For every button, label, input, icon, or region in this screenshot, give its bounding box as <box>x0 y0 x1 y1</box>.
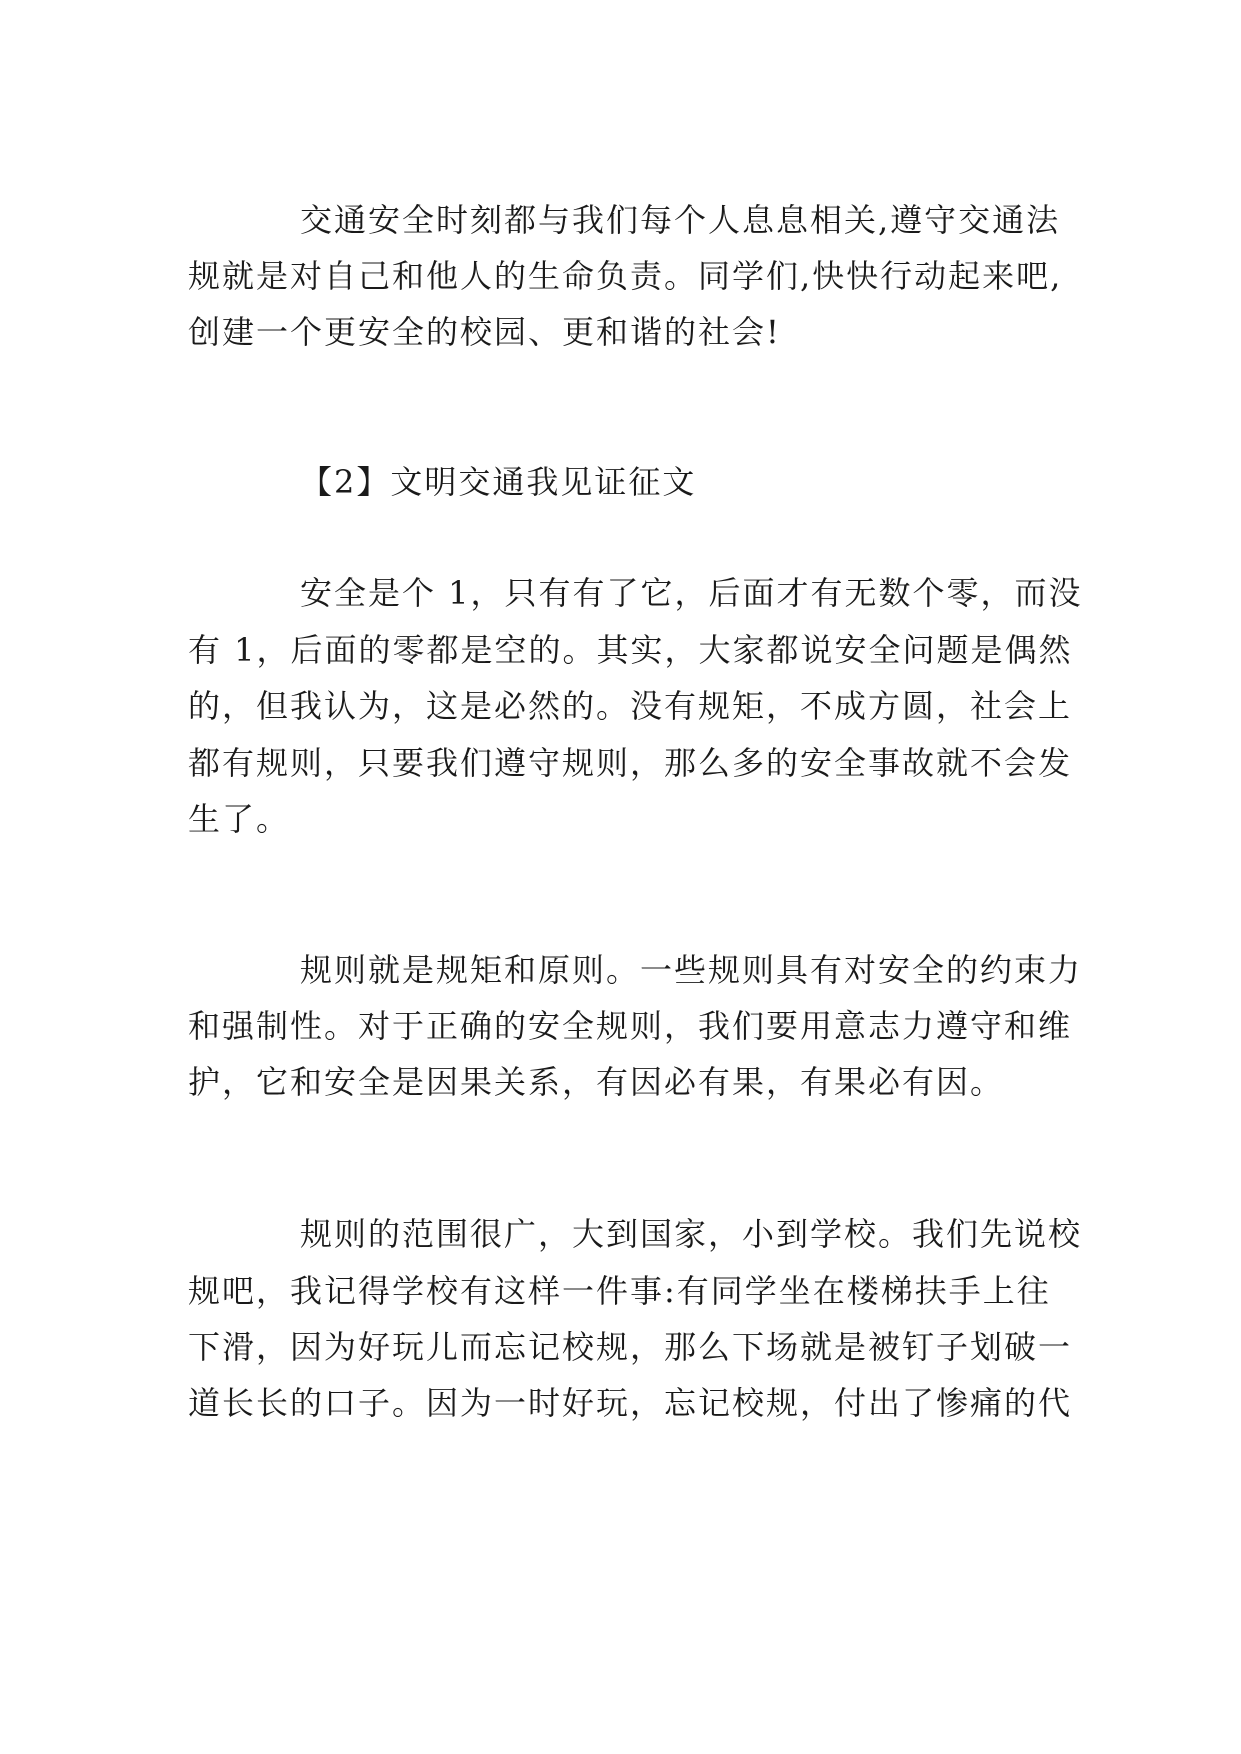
paragraph-2-line-1: 安全是个 1，只有有了它，后面才有无数个零，而没 <box>300 574 1083 612</box>
paragraph-4-line-3: 下滑，因为好玩儿而忘记校规，那么下场就是被钉子划破一 <box>188 1328 1073 1366</box>
paragraph-2-line-4: 都有规则，只要我们遵守规则，那么多的安全事故就不会发 <box>188 744 1073 782</box>
section-heading: 【2】文明交通我见证征文 <box>300 463 697 501</box>
paragraph-1-line-3: 创建一个更安全的校园、更和谐的社会! <box>188 313 781 351</box>
paragraph-4-line-2: 规吧，我记得学校有这样一件事:有同学坐在楼梯扶手上往 <box>188 1272 1051 1310</box>
paragraph-3-line-2: 和强制性。对于正确的安全规则，我们要用意志力遵守和维 <box>188 1007 1073 1045</box>
paragraph-2-line-5: 生了。 <box>188 800 291 838</box>
paragraph-2-line-3: 的，但我认为，这是必然的。没有规矩，不成方圆，社会上 <box>188 687 1073 725</box>
paragraph-2-line-2: 有 1，后面的零都是空的。其实，大家都说安全问题是偶然 <box>188 631 1073 669</box>
paragraph-4-line-1: 规则的范围很广，大到国家，小到学校。我们先说校 <box>300 1215 1083 1253</box>
paragraph-3-line-1: 规则就是规矩和原则。一些规则具有对安全的约束力 <box>300 951 1083 989</box>
paragraph-4-line-4: 道长长的口子。因为一时好玩，忘记校规，付出了惨痛的代 <box>188 1384 1073 1422</box>
paragraph-1-line-1: 交通安全时刻都与我们每个人息息相关,遵守交通法 <box>300 201 1061 239</box>
paragraph-3-line-3: 护，它和安全是因果关系，有因必有果，有果必有因。 <box>188 1063 1005 1101</box>
paragraph-1-line-2: 规就是对自己和他人的生命负责。同学们,快快行动起来吧, <box>188 257 1063 295</box>
